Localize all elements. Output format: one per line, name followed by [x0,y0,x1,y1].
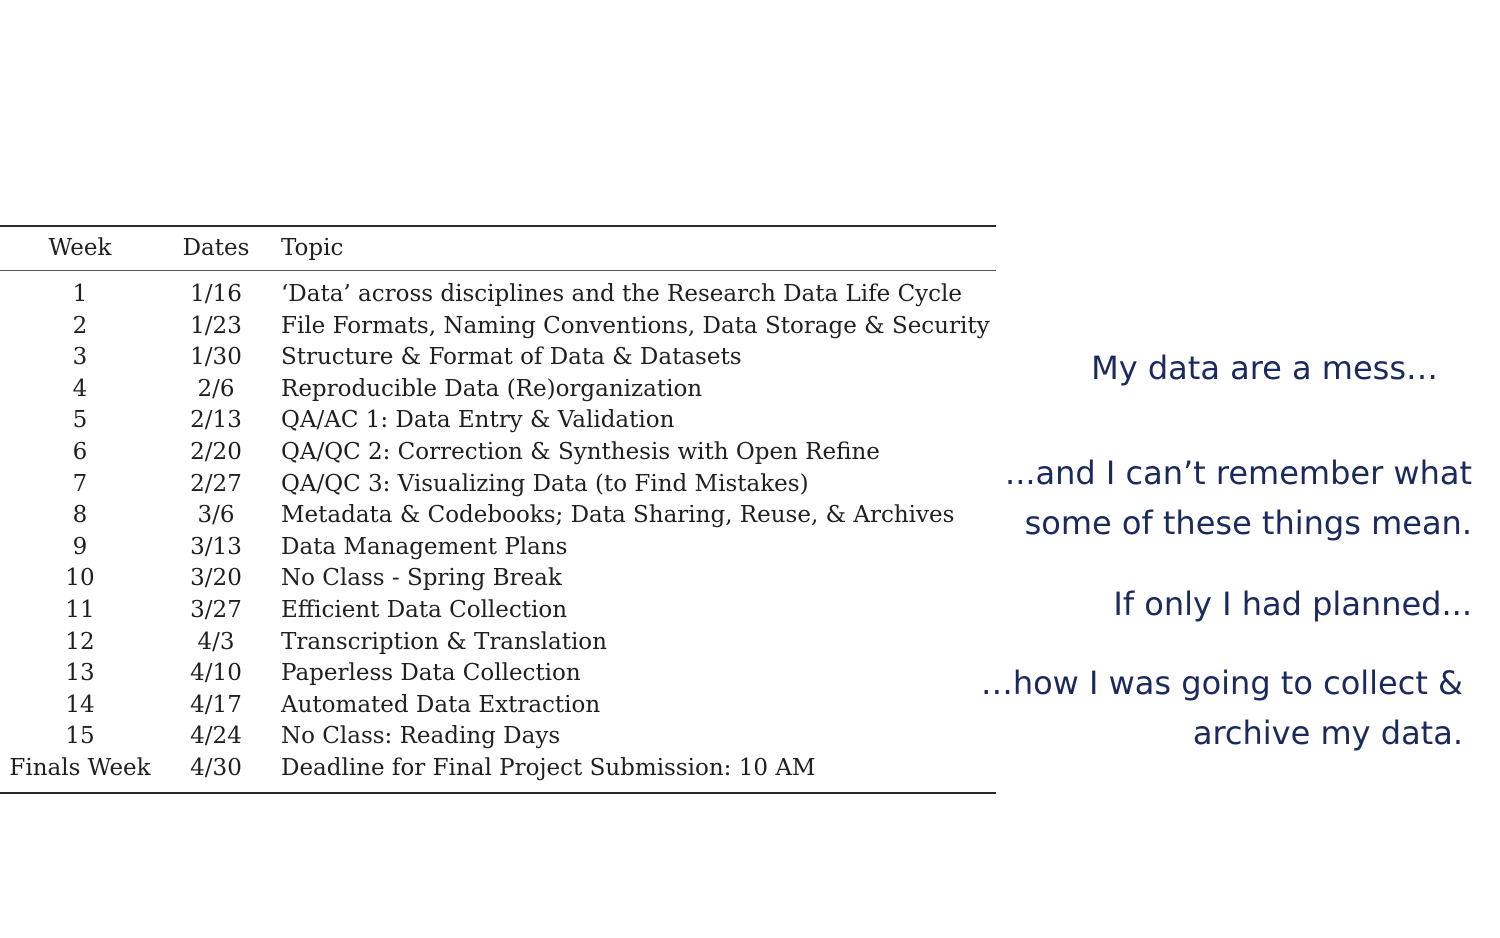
cell-week: Finals Week [9,755,151,781]
table-header-rule [0,270,996,271]
comment-planned: If only I had planned... [1113,585,1472,623]
table-bottom-rule [0,792,996,794]
comment-mess: My data are a mess… [1091,349,1438,387]
cell-week: 9 [72,533,88,560]
cell-dates: 1/16 [190,281,242,307]
cell-topic: Metadata & Codebooks; Data Sharing, Reuse, & Archives [281,502,955,529]
cell-topic: Paperless Data Collection [281,660,581,687]
cell-dates: 2/6 [197,375,235,402]
cell-week: 11 [65,597,95,623]
cell-dates: 3/27 [190,597,242,623]
cell-topic: Reproducible Data (Re)organization [281,375,703,402]
cell-topic: Automated Data Extraction [281,691,601,718]
cell-week: 7 [72,470,88,497]
cell-dates: 4/24 [190,723,242,750]
header-week: Week [48,235,112,261]
cell-dates: 1/23 [190,312,242,339]
cell-dates: 4/30 [190,755,242,781]
cell-dates: 2/27 [190,470,242,497]
cell-week: 10 [65,565,95,592]
cell-topic: Transcription & Translation [281,628,607,655]
cell-topic: QA/QC 3: Visualizing Data (to Find Mistakes) [281,470,809,497]
cell-topic: Efficient Data Collection [281,597,568,623]
cell-week: 14 [65,691,95,718]
header-topic: Topic [281,235,344,261]
comment-remember-line2: some of these things mean. [1024,504,1472,542]
cell-week: 4 [72,375,88,402]
cell-dates: 2/13 [190,407,242,434]
cell-dates: 4/10 [190,660,242,687]
cell-topic: QA/AC 1: Data Entry & Validation [281,407,675,434]
cell-topic: Data Management Plans [281,533,568,560]
cell-topic: ‘Data’ across disciplines and the Research Data Life Cycle [281,281,963,307]
cell-topic: No Class: Reading Days [281,723,561,750]
cell-dates: 2/20 [190,439,242,465]
cell-week: 1 [72,281,88,307]
cell-dates: 1/30 [190,344,242,371]
cell-week: 12 [65,628,95,655]
cell-week: 2 [72,312,88,339]
cell-week: 13 [65,660,95,687]
comment-collect-line2: archive my data. [1192,714,1463,752]
cell-topic: No Class - Spring Break [281,565,562,592]
comment-remember-line1: ...and I can’t remember what [1005,454,1472,492]
cell-week: 3 [72,344,88,371]
cell-dates: 3/13 [190,533,242,560]
cell-week: 5 [72,407,88,434]
cell-dates: 3/20 [190,565,242,592]
cell-topic: File Formats, Naming Conventions, Data Storage & Security [281,312,990,339]
cell-dates: 4/17 [190,691,242,718]
cell-dates: 4/3 [197,628,235,655]
cell-dates: 3/6 [197,502,235,529]
cell-topic: QA/QC 2: Correction & Synthesis with Open Refine [281,439,880,465]
cell-topic: Deadline for Final Project Submission: 10 AM [281,755,816,781]
header-dates: Dates [182,235,250,261]
comment-collect-line1: …how I was going to collect & [980,664,1463,702]
cell-week: 8 [72,502,88,529]
table-top-rule [0,225,996,227]
cell-week: 15 [65,723,95,750]
cell-topic: Structure & Format of Data & Datasets [281,344,742,371]
cell-week: 6 [72,439,88,465]
